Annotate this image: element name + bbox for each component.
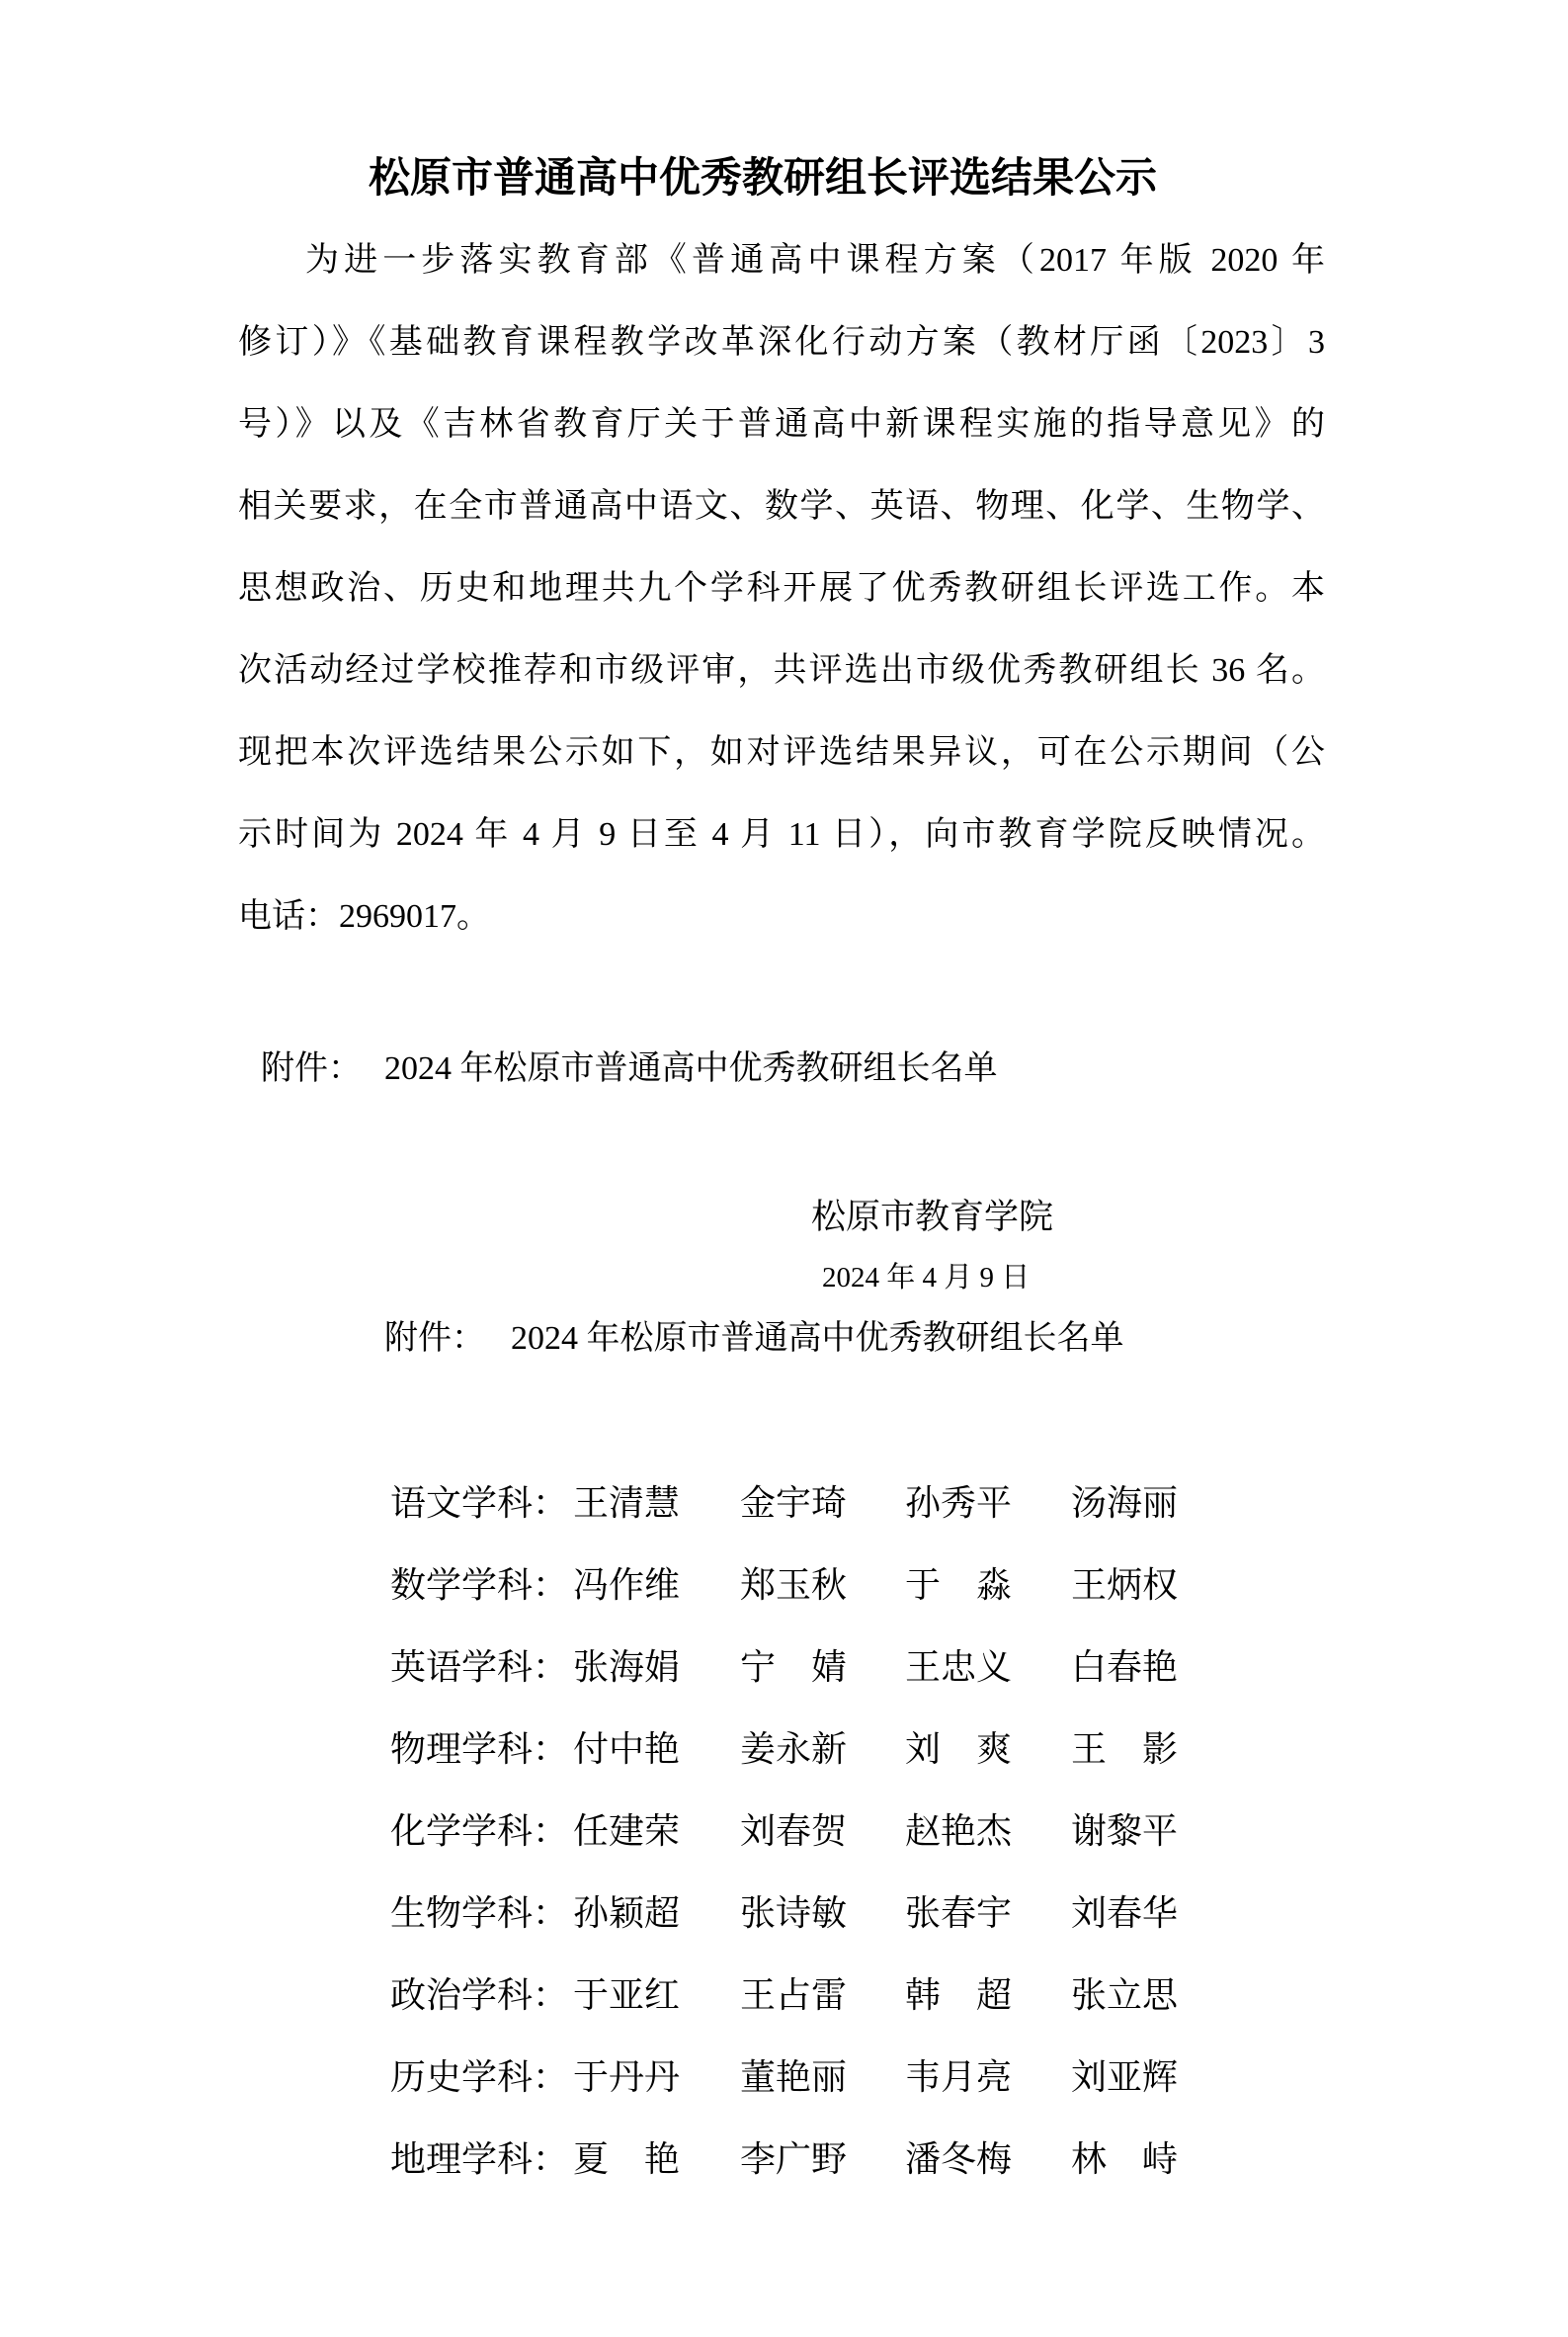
teacher-name: 王占雷 xyxy=(740,1975,848,2015)
subject-label: 政治学科： xyxy=(390,1975,569,2015)
teacher-name: 刘春华 xyxy=(1071,1893,1179,1933)
subject-row xyxy=(390,1709,1200,1791)
body-line: 修订）》《基础教育课程教学改革深化行动方案（教材厅函〔2023〕3 xyxy=(238,324,1325,361)
teacher-name: 董艳丽 xyxy=(740,2057,848,2097)
teacher-name: 于亚红 xyxy=(573,1975,681,2015)
teacher-name: 金宇琦 xyxy=(740,1483,848,1523)
teacher-name: 于丹丹 xyxy=(573,2057,681,2097)
attachment-list-heading xyxy=(384,1314,1124,1364)
teacher-name: 张立思 xyxy=(1071,1975,1179,2015)
subject-row xyxy=(390,1955,1200,2037)
teacher-name: 刘亚辉 xyxy=(1071,2057,1179,2097)
subject-row xyxy=(390,2037,1200,2119)
teacher-name: 王 影 xyxy=(1071,1729,1179,1769)
body-line: 现把本次评选结果公示如下，如对评选结果异议，可在公示期间（公 xyxy=(238,734,1325,771)
teacher-name: 谢黎平 xyxy=(1071,1811,1179,1851)
body-line: 相关要求，在全市普通高中语文、数学、英语、物理、化学、生物学、 xyxy=(238,488,1325,525)
subject-label: 生物学科： xyxy=(390,1893,569,1933)
teacher-name: 韩 超 xyxy=(905,1975,1013,2015)
subject-label: 语文学科： xyxy=(390,1483,569,1523)
teacher-name: 王忠义 xyxy=(905,1647,1013,1687)
attachment-label: 附件： xyxy=(384,1320,485,1357)
teacher-name: 付中艳 xyxy=(573,1729,681,1769)
teacher-name: 孙颖超 xyxy=(573,1893,681,1933)
signature-organization: 松原市教育学院 xyxy=(811,1198,1054,1236)
contact-phone-line: 电话：2969017。 xyxy=(238,898,490,935)
subject-label: 英语学科： xyxy=(390,1647,569,1687)
subject-row xyxy=(390,1627,1200,1709)
attachment-title: 2024 年松原市普通高中优秀教研组长名单 xyxy=(384,1050,998,1087)
body-line: 示时间为 2024 年 4 月 9 日至 4 月 11 日），向市教育学院反映情况。 xyxy=(238,816,1325,853)
subject-label: 化学学科： xyxy=(390,1811,569,1851)
body-line: 思想政治、历史和地理共九个学科开展了优秀教研组长评选工作。本 xyxy=(238,570,1325,607)
teacher-name: 宁 婧 xyxy=(740,1647,848,1687)
subject-row xyxy=(390,2119,1200,2201)
teacher-name: 郑玉秋 xyxy=(740,1565,848,1605)
teacher-name: 王炳权 xyxy=(1071,1565,1179,1605)
attachment-note xyxy=(261,1044,998,1094)
document-title: 松原市普通高中优秀教研组长评选结果公示 xyxy=(368,156,1157,202)
attachment-title: 2024 年松原市普通高中优秀教研组长名单 xyxy=(511,1320,1124,1357)
teacher-name: 潘冬梅 xyxy=(905,2139,1013,2179)
teacher-name: 李广野 xyxy=(740,2139,848,2179)
teacher-name: 王清慧 xyxy=(573,1483,681,1523)
teacher-name: 夏 艳 xyxy=(573,2139,681,2179)
body-line: 号）》以及《吉林省教育厅关于普通高中新课程实施的指导意见》的 xyxy=(238,406,1325,443)
teacher-name: 白春艳 xyxy=(1071,1647,1179,1687)
body-line: 为进一步落实教育部《普通高中课程方案（2017 年版 2020 年 xyxy=(305,242,1325,279)
teacher-name: 赵艳杰 xyxy=(905,1811,1013,1851)
subject-label: 物理学科： xyxy=(390,1729,569,1769)
attachment-label: 附件： xyxy=(261,1050,362,1087)
teacher-name: 于 淼 xyxy=(905,1565,1013,1605)
teacher-name: 孙秀平 xyxy=(905,1483,1013,1523)
subject-label: 历史学科： xyxy=(390,2057,569,2097)
body-line: 次活动经过学校推荐和市级评审，共评选出市级优秀教研组长 36 名。 xyxy=(238,652,1325,689)
subject-label: 数学学科： xyxy=(390,1565,569,1605)
subject-row xyxy=(390,1873,1200,1955)
signature-date: 2024 年 4 月 9 日 xyxy=(822,1262,1031,1294)
teacher-name: 冯作维 xyxy=(573,1565,681,1605)
teacher-name: 任建荣 xyxy=(573,1811,681,1851)
announcement-body xyxy=(238,219,1325,958)
teacher-name: 姜永新 xyxy=(740,1729,848,1769)
subject-row xyxy=(390,1791,1200,1873)
teacher-name: 张海娟 xyxy=(573,1647,681,1687)
teacher-name: 张春宇 xyxy=(905,1893,1013,1933)
teacher-name: 韦月亮 xyxy=(905,2057,1013,2097)
teacher-name: 刘 爽 xyxy=(905,1729,1013,1769)
subject-row xyxy=(390,1544,1200,1627)
subject-row xyxy=(390,1462,1200,1544)
teacher-name: 刘春贺 xyxy=(740,1811,848,1851)
teacher-name: 汤海丽 xyxy=(1071,1483,1179,1523)
teacher-name: 林 峙 xyxy=(1071,2139,1179,2179)
teacher-name-list xyxy=(390,1462,1200,2201)
teacher-name: 张诗敏 xyxy=(740,1893,848,1933)
subject-label: 地理学科： xyxy=(390,2139,569,2179)
